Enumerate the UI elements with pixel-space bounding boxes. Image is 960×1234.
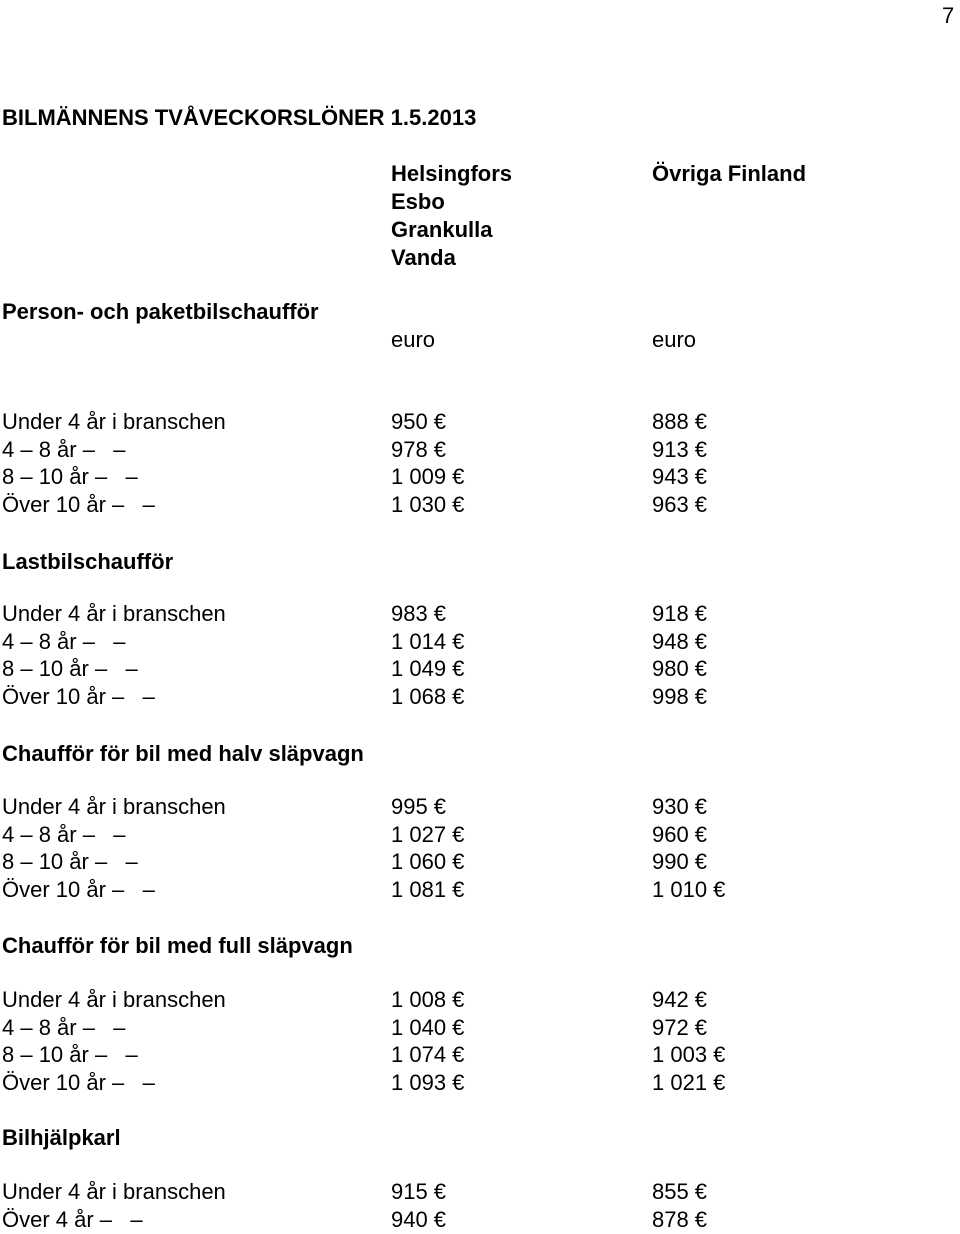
euro-icon: € <box>694 437 707 462</box>
wage-rest-of-finland <box>652 848 707 876</box>
wage-helsinki-region <box>391 683 464 711</box>
table-row <box>2 628 942 656</box>
row-label: Under 4 år i branschen <box>2 987 226 1012</box>
row-label: 4 – 8 år – – <box>2 822 126 847</box>
table-row <box>2 821 942 849</box>
euro-icon: € <box>452 987 465 1012</box>
euro-icon: € <box>452 492 465 517</box>
wage-helsinki-region <box>391 1206 446 1234</box>
table-row <box>2 683 942 711</box>
document-title: BILMÄNNENS TVÅVECKORSLÖNER 1.5.2013 <box>2 105 477 130</box>
wage-value: 972 <box>652 1015 689 1040</box>
column-header-region-line-3: Grankulla <box>391 217 493 242</box>
row-label: 8 – 10 år – – <box>2 656 138 681</box>
euro-icon: € <box>452 1070 465 1095</box>
wage-value: 1 040 <box>391 1015 447 1040</box>
euro-icon: € <box>452 464 465 489</box>
euro-icon: € <box>713 1042 726 1067</box>
wage-value: 915 <box>391 1179 428 1204</box>
row-label: 8 – 10 år – – <box>2 464 138 489</box>
wage-value: 1 030 <box>391 492 447 517</box>
wage-rest-of-finland <box>652 1069 725 1097</box>
wage-value: 1 003 <box>652 1042 708 1067</box>
wage-rest-of-finland <box>652 1178 707 1206</box>
row-label: Under 4 år i branschen <box>2 794 226 819</box>
wage-rest-of-finland <box>652 491 707 519</box>
wage-value: 1 081 <box>391 877 447 902</box>
row-label: Under 4 år i branschen <box>2 409 226 434</box>
wage-value: 983 <box>391 601 428 626</box>
unit-label-col1: euro <box>391 327 436 352</box>
wage-value: 1 021 <box>652 1070 708 1095</box>
wage-value: 960 <box>652 822 689 847</box>
wage-rest-of-finland <box>652 1206 707 1234</box>
row-label: 4 – 8 år – – <box>2 1015 126 1040</box>
row-label: 4 – 8 år – – <box>2 629 126 654</box>
wage-rest-of-finland <box>652 463 707 491</box>
euro-icon: € <box>694 464 707 489</box>
wage-value: 1 074 <box>391 1042 447 1067</box>
wage-rest-of-finland <box>652 628 707 656</box>
table-row <box>2 1014 942 1042</box>
wage-helsinki-region <box>391 436 446 464</box>
euro-icon: € <box>694 1015 707 1040</box>
table-row <box>2 1178 942 1206</box>
table-row <box>2 793 942 821</box>
euro-icon: € <box>713 877 726 902</box>
wage-value: 1 014 <box>391 629 447 654</box>
wage-value: 998 <box>652 684 689 709</box>
column-header-region-line-1: Helsingfors <box>391 161 513 186</box>
euro-icon: € <box>694 849 707 874</box>
wage-value: 963 <box>652 492 689 517</box>
wage-value: 1 060 <box>391 849 447 874</box>
euro-icon: € <box>694 987 707 1012</box>
table-row <box>2 1041 942 1069</box>
wage-helsinki-region <box>391 600 446 628</box>
table-row <box>2 986 942 1014</box>
euro-icon: € <box>694 794 707 819</box>
table-row <box>2 848 942 876</box>
column-header-rest-of-finland: Övriga Finland <box>652 161 807 186</box>
euro-icon: € <box>452 1042 465 1067</box>
table-row <box>2 876 942 904</box>
wage-helsinki-region <box>391 655 464 683</box>
euro-icon: € <box>433 601 446 626</box>
wage-value: 940 <box>391 1207 428 1232</box>
row-label: Över 10 år – – <box>2 1070 155 1095</box>
wage-helsinki-region <box>391 793 446 821</box>
wage-rest-of-finland <box>652 986 707 1014</box>
wage-rest-of-finland <box>652 436 707 464</box>
table-row <box>2 1206 942 1234</box>
wage-rest-of-finland <box>652 683 707 711</box>
euro-icon: € <box>452 684 465 709</box>
section-heading: Lastbilschaufför <box>2 549 174 574</box>
wage-rest-of-finland <box>652 408 707 436</box>
wage-rest-of-finland <box>652 600 707 628</box>
euro-icon: € <box>694 601 707 626</box>
table-row <box>2 1069 942 1097</box>
wage-value: 1 027 <box>391 822 447 847</box>
euro-icon: € <box>452 877 465 902</box>
table-row <box>2 491 942 519</box>
euro-icon: € <box>433 794 446 819</box>
wage-value: 1 093 <box>391 1070 447 1095</box>
wage-value: 1 010 <box>652 877 708 902</box>
euro-icon: € <box>694 629 707 654</box>
wage-helsinki-region <box>391 1014 464 1042</box>
wage-value: 942 <box>652 987 689 1012</box>
table-row <box>2 463 942 491</box>
euro-icon: € <box>433 437 446 462</box>
wage-value: 855 <box>652 1179 689 1204</box>
euro-icon: € <box>452 849 465 874</box>
euro-icon: € <box>452 656 465 681</box>
wage-helsinki-region <box>391 1178 446 1206</box>
row-label: Över 10 år – – <box>2 684 155 709</box>
euro-icon: € <box>694 1207 707 1232</box>
wage-helsinki-region <box>391 821 464 849</box>
euro-icon: € <box>694 1179 707 1204</box>
section-heading: Bilhjälpkarl <box>2 1125 121 1150</box>
wage-helsinki-region <box>391 491 464 519</box>
wage-value: 978 <box>391 437 428 462</box>
row-label: 8 – 10 år – – <box>2 849 138 874</box>
wage-helsinki-region <box>391 986 464 1014</box>
row-label: Över 4 år – – <box>2 1207 143 1232</box>
euro-icon: € <box>433 1207 446 1232</box>
wage-value: 913 <box>652 437 689 462</box>
wage-value: 990 <box>652 849 689 874</box>
wage-helsinki-region <box>391 876 464 904</box>
page-number: 7 <box>942 3 955 28</box>
euro-icon: € <box>433 409 446 434</box>
wage-helsinki-region <box>391 463 464 491</box>
section-heading: Person- och paketbilschaufför <box>2 299 319 324</box>
row-label: 4 – 8 år – – <box>2 437 126 462</box>
table-row <box>2 655 942 683</box>
wage-value: 888 <box>652 409 689 434</box>
wage-rest-of-finland <box>652 1014 707 1042</box>
table-row <box>2 600 942 628</box>
wage-value: 948 <box>652 629 689 654</box>
row-label: 8 – 10 år – – <box>2 1042 138 1067</box>
wage-value: 878 <box>652 1207 689 1232</box>
euro-icon: € <box>452 1015 465 1040</box>
wage-helsinki-region <box>391 408 446 436</box>
euro-icon: € <box>452 629 465 654</box>
row-label: Över 10 år – – <box>2 877 155 902</box>
wage-rest-of-finland <box>652 821 707 849</box>
wage-value: 918 <box>652 601 689 626</box>
row-label: Under 4 år i branschen <box>2 1179 226 1204</box>
euro-icon: € <box>713 1070 726 1095</box>
table-row <box>2 436 942 464</box>
euro-icon: € <box>694 409 707 434</box>
wage-helsinki-region <box>391 1041 464 1069</box>
wage-rest-of-finland <box>652 793 707 821</box>
wage-value: 1 068 <box>391 684 447 709</box>
wage-value: 1 008 <box>391 987 447 1012</box>
row-label: Över 10 år – – <box>2 492 155 517</box>
euro-icon: € <box>694 822 707 847</box>
section-heading: Chaufför för bil med halv släpvagn <box>2 741 364 766</box>
wage-helsinki-region <box>391 848 464 876</box>
wage-value: 1 049 <box>391 656 447 681</box>
wage-rest-of-finland <box>652 655 707 683</box>
euro-icon: € <box>433 1179 446 1204</box>
euro-icon: € <box>694 492 707 517</box>
table-row <box>2 408 942 436</box>
wage-value: 995 <box>391 794 428 819</box>
wage-value: 1 009 <box>391 464 447 489</box>
section-heading: Chaufför för bil med full släpvagn <box>2 933 353 958</box>
wage-rest-of-finland <box>652 1041 725 1069</box>
wage-rest-of-finland <box>652 876 725 904</box>
wage-helsinki-region <box>391 628 464 656</box>
wage-value: 930 <box>652 794 689 819</box>
row-label: Under 4 år i branschen <box>2 601 226 626</box>
column-header-region-line-4: Vanda <box>391 245 456 270</box>
euro-icon: € <box>452 822 465 847</box>
wage-helsinki-region <box>391 1069 464 1097</box>
euro-icon: € <box>694 656 707 681</box>
wage-value: 950 <box>391 409 428 434</box>
wage-value: 980 <box>652 656 689 681</box>
wage-value: 943 <box>652 464 689 489</box>
unit-label-col2: euro <box>652 327 697 352</box>
euro-icon: € <box>694 684 707 709</box>
column-header-region-line-2: Esbo <box>391 189 445 214</box>
